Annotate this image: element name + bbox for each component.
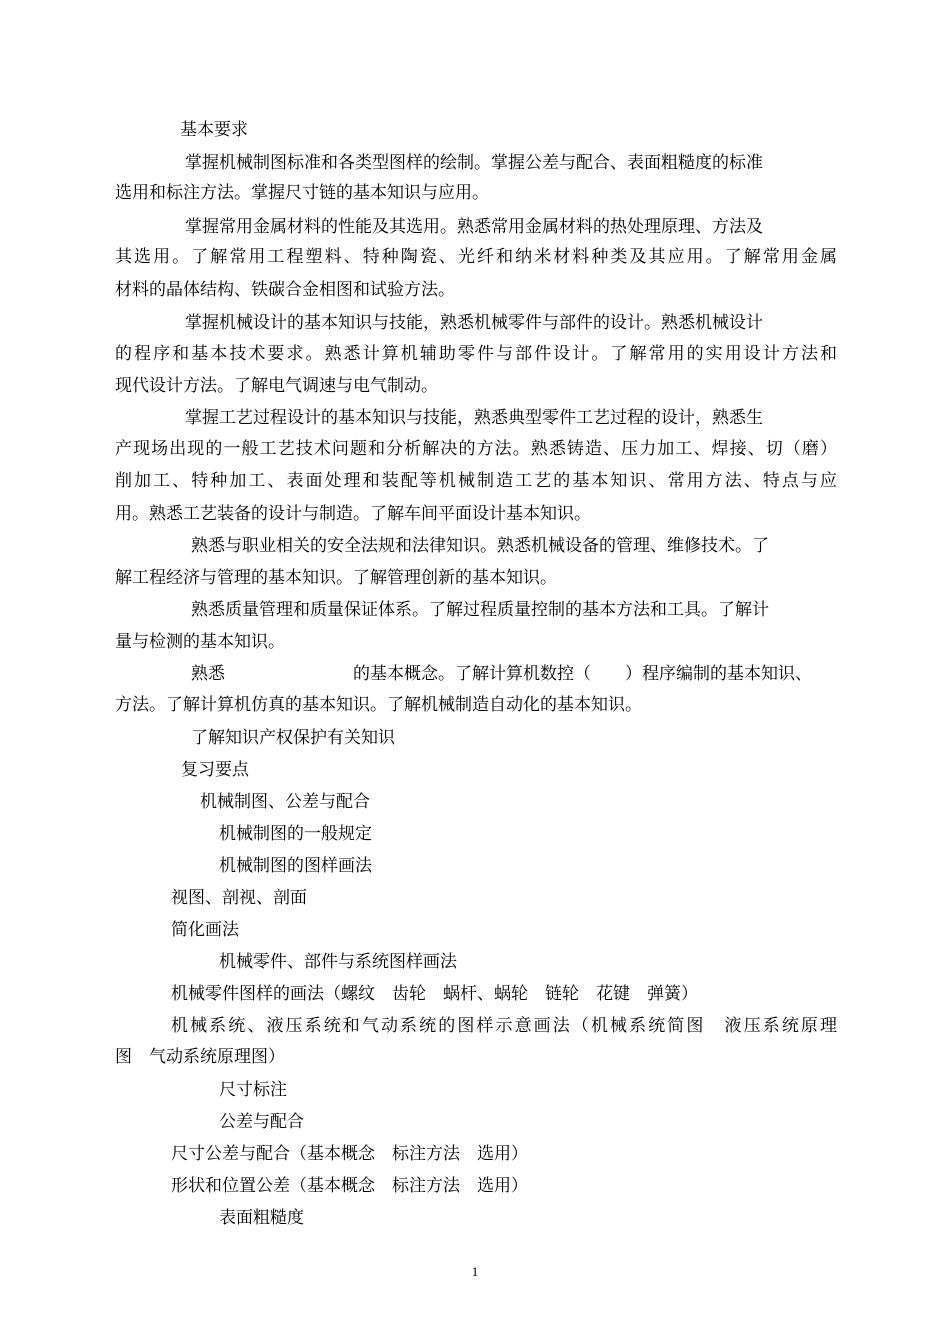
subsection-heading: 尺寸标注 <box>219 1080 287 1100</box>
paragraph-line: 现代设计方法。了解电气调速与电气制动。 <box>115 376 438 396</box>
paragraph-line: 用。熟悉工艺装备的设计与制造。了解车间平面设计基本知识。 <box>115 504 591 524</box>
subsection-heading: 机械制图的一般规定 <box>219 824 372 844</box>
section-heading: 机械制图、公差与配合 <box>200 792 370 812</box>
paragraph-line: 的程序和基本技术要求。熟悉计算机辅助零件与部件设计。了解常用的实用设计方法和 <box>115 344 837 364</box>
paragraph-line: 的基本概念。了解计算机数控（ ）程序编制的基本知识、 <box>353 664 812 684</box>
subsection-heading: 机械零件、部件与系统图样画法 <box>219 952 457 972</box>
paragraph-line: 掌握工艺过程设计的基本知识与技能，熟悉典型零件工艺过程的设计，熟悉生 <box>185 408 763 428</box>
subsection-heading: 表面粗糙度 <box>219 1208 304 1228</box>
paragraph-line: 掌握机械制图标准和各类型图样的绘制。掌握公差与配合、表面粗糙度的标准 <box>185 153 763 173</box>
heading-review-points: 复习要点 <box>181 760 249 780</box>
paragraph-line: 材料的晶体结构、铁碳合金相图和试验方法。 <box>115 280 455 300</box>
paragraph-line: 其选用。了解常用工程塑料、特种陶瓷、光纤和纳米材料种类及其应用。了解常用金属 <box>115 247 837 267</box>
paragraph-line: 熟悉与职业相关的安全法规和法律知识。熟悉机械设备的管理、维修技术。了 <box>191 536 769 556</box>
list-item: 尺寸公差与配合（基本概念 标注方法 选用） <box>171 1144 528 1164</box>
list-item: 简化画法 <box>171 920 239 940</box>
paragraph-line: 掌握常用金属材料的性能及其选用。熟悉常用金属材料的热处理原理、方法及 <box>185 217 763 237</box>
heading-basic-requirements: 基本要求 <box>180 120 248 140</box>
paragraph-line: 选用和标注方法。掌握尺寸链的基本知识与应用。 <box>115 183 489 203</box>
paragraph-line: 量与检测的基本知识。 <box>115 632 285 652</box>
paragraph-line: 方法。了解计算机仿真的基本知识。了解机械制造自动化的基本知识。 <box>115 695 642 715</box>
list-item: 图 气动系统原理图） <box>115 1047 285 1067</box>
list-item: 机械零件图样的画法（螺纹 齿轮 蜗杆、蜗轮 链轮 花键 弹簧） <box>171 984 698 1004</box>
paragraph-line: 解工程经济与管理的基本知识。了解管理创新的基本知识。 <box>115 568 557 588</box>
list-item: 形状和位置公差（基本概念 标注方法 选用） <box>171 1176 528 1196</box>
paragraph-line: 掌握机械设计的基本知识与技能，熟悉机械零件与部件的设计。熟悉机械设计 <box>185 313 763 333</box>
paragraph-line: 熟悉质量管理和质量保证体系。了解过程质量控制的基本方法和工具。了解计 <box>191 600 769 620</box>
paragraph-line: 了解知识产权保护有关知识 <box>191 728 395 748</box>
page-number: 1 <box>471 1264 479 1279</box>
paragraph-line: 削加工、特种加工、表面处理和装配等机械制造工艺的基本知识、常用方法、特点与应 <box>115 471 837 491</box>
list-item: 机械系统、液压系统和气动系统的图样示意画法（机械系统简图 液压系统原理 <box>171 1016 837 1036</box>
paragraph-line: 产现场出现的一般工艺技术问题和分析解决的方法。熟悉铸造、压力加工、焊接、切（磨） <box>115 439 837 459</box>
paragraph-line: 熟悉 <box>191 664 225 684</box>
subsection-heading: 公差与配合 <box>219 1112 304 1132</box>
subsection-heading: 机械制图的图样画法 <box>219 856 372 876</box>
list-item: 视图、剖视、剖面 <box>171 888 307 908</box>
